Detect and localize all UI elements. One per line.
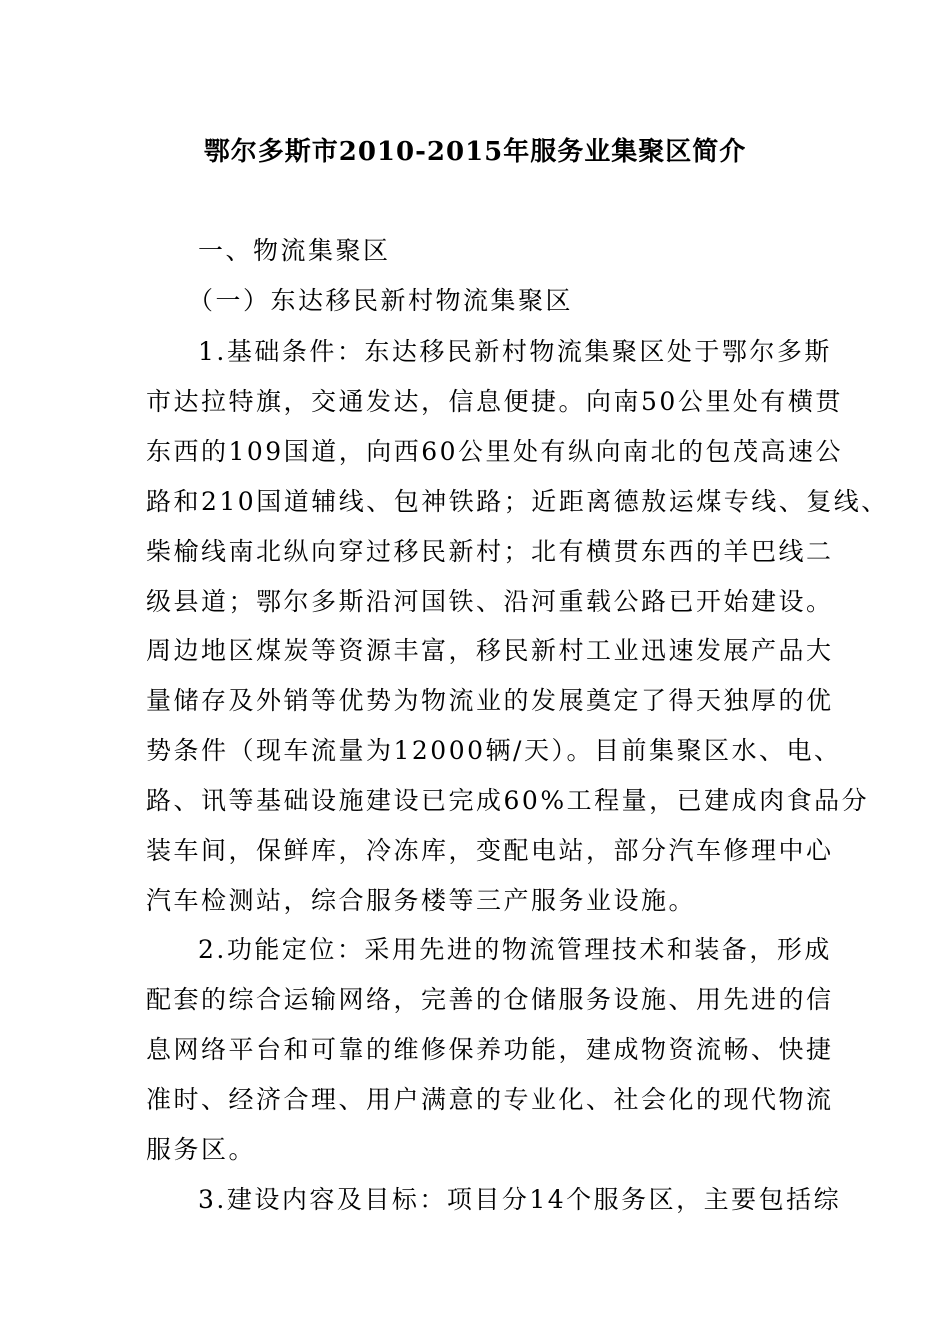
paragraph-line: 2.功能定位：采用先进的物流管理技术和装备，形成 [198,935,832,964]
paragraph-line: 周边地区煤炭等资源丰富，移民新村工业迅速发展产品大 [146,636,834,665]
paragraph-line: 装车间，保鲜库，冷冻库，变配电站，部分汽车修理中心 [146,836,834,865]
paragraph-line: 市达拉特旗，交通发达，信息便捷。向南50公里处有横贯 [146,387,843,416]
document-title: 鄂尔多斯市2010-2015年服务业集聚区简介 [203,137,747,167]
paragraph-line: 配套的综合运输网络，完善的仓储服务设施、用先进的信 [146,985,834,1014]
paragraph-line: 柴榆线南北纵向穿过移民新村；北有横贯东西的羊巴线二 [146,537,834,566]
paragraph-line: 级县道；鄂尔多斯沿河国铁、沿河重载公路已开始建设。 [146,587,834,616]
paragraph-line: 量储存及外销等优势为物流业的发展奠定了得天独厚的优 [146,686,834,715]
paragraph-line: 服务区。 [146,1135,257,1164]
paragraph-line: 1.基础条件：东达移民新村物流集聚区处于鄂尔多斯 [198,337,832,366]
section-heading: 一、物流集聚区 [198,236,391,265]
paragraph-line: 势条件（现车流量为12000辆/天）。目前集聚区水、电、 [146,736,842,765]
paragraph-line: 息网络平台和可靠的维修保养功能，建成物资流畅、快捷 [146,1035,834,1064]
paragraph-line: 3.建设内容及目标：项目分14个服务区，主要包括综 [198,1185,842,1214]
paragraph-line: 路和210国道辅线、包神铁路；近距离德敖运煤专线、复线、 [146,487,889,516]
paragraph-line: 路、讯等基础设施建设已完成60%工程量，已建成肉食品分 [146,786,870,815]
paragraph-line: 汽车检测站，综合服务楼等三产服务业设施。 [146,886,697,915]
subsection-heading: （一）东达移民新村物流集聚区 [188,286,574,315]
paragraph-line: 准时、经济合理、用户满意的专业化、社会化的现代物流 [146,1085,834,1114]
paragraph-line: 东西的109国道，向西60公里处有纵向南北的包茂高速公 [146,437,844,466]
